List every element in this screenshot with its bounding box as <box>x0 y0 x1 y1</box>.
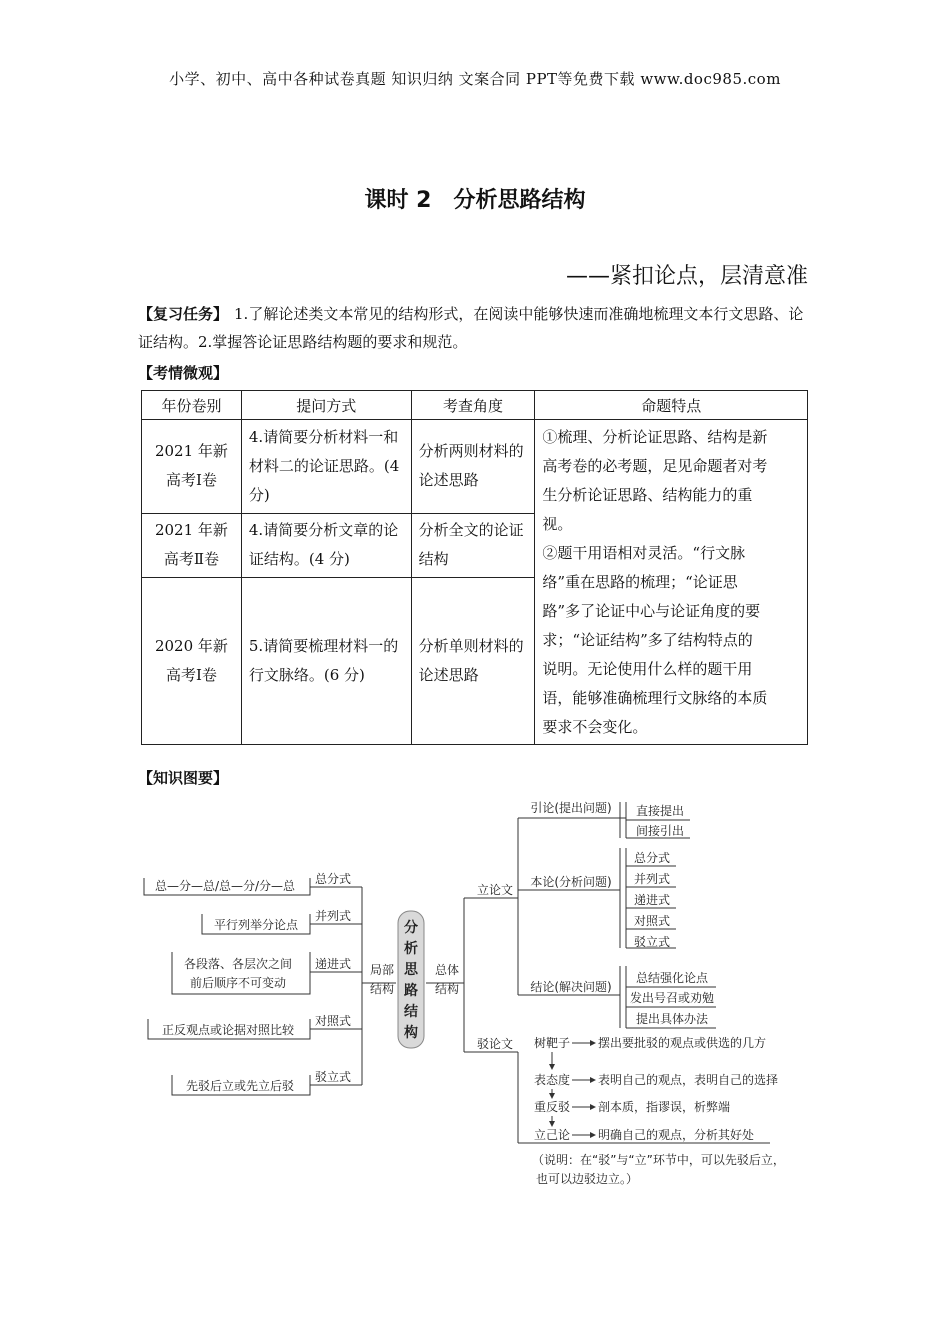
lilun-part: 结论(解决问题) <box>530 980 612 994</box>
left-desc: 总—分—总/总—分/分—总 <box>154 879 296 893</box>
bolun-desc: 摆出要批驳的观点或供选的几方 <box>598 1036 767 1050</box>
center-char: 路 <box>404 983 418 999</box>
bolun-label: 驳论文 <box>476 1037 514 1051</box>
local-label-1: 局部 <box>369 963 395 977</box>
exam-table <box>141 390 808 745</box>
feature-line: 视。 <box>542 515 573 533</box>
overall-label-1: 总体 <box>434 963 460 977</box>
review-task-text: 1.了解论述类文本常见的结构形式，在阅读中能够快速而准确地梳理文本行文思路、论证结构。2.掌握答论证思路结构题的要求和规范。 <box>138 305 804 351</box>
cell-year: 2021 年新高考Ⅰ卷 <box>142 420 242 514</box>
page-subtitle: ——紧扣论点，层清意准 <box>565 264 808 289</box>
bolun-step: 立己论 <box>533 1128 571 1142</box>
lilun-item: 驳立式 <box>633 935 671 949</box>
bolun-desc: 明确自己的观点，分析其好处 <box>598 1128 755 1142</box>
lilun-item: 总分式 <box>633 851 671 865</box>
center-char: 析 <box>404 941 418 957</box>
cell-angle: 分析全文的论证结构 <box>411 513 535 577</box>
cell-question: 5.请简要梳理材料一的行文脉络。(6 分) <box>241 577 411 744</box>
cell-question: 4.请简要分析文章的论证结构。(4 分) <box>241 513 411 577</box>
page-header: 小学、初中、高中各种试卷真题 知识归纳 文案合同 PPT等免费下载 www.doc985.com <box>169 70 781 88</box>
feature-line: 求；“论证结构”多了结构特点的 <box>542 631 753 649</box>
feature-line: 语，能够准确梳理行文脉络的本质 <box>542 689 768 707</box>
feature-line: ②题干用语相对灵活。“行文脉 <box>542 544 746 562</box>
left-desc-line1: 各段落、各层次之间 <box>183 957 293 971</box>
left-desc: 先驳后立或先立后驳 <box>185 1079 295 1093</box>
left-type: 对照式 <box>314 1014 352 1028</box>
cell-features <box>535 420 808 745</box>
left-desc-line2: 前后顺序不可变动 <box>189 976 287 990</box>
note-line-2: 也可以边驳边立。） <box>536 1172 639 1186</box>
center-char: 结 <box>404 1004 418 1020</box>
feature-line: 要求不会变化。 <box>542 718 648 736</box>
note-line-1: （说明：在“驳”与“立”环节中，可以先驳后立， <box>532 1153 785 1167</box>
header-question: 提问方式 <box>241 391 411 420</box>
center-char: 思 <box>404 962 418 978</box>
lilun-part: 本论(分析问题) <box>530 875 612 889</box>
lilun-item: 并列式 <box>633 872 671 886</box>
left-type: 驳立式 <box>314 1070 352 1084</box>
header-features: 命题特点 <box>535 391 808 420</box>
cell-angle: 分析两则材料的论述思路 <box>411 420 535 514</box>
lilun-item: 间接引出 <box>635 824 685 838</box>
knowledge-section-label: 【知识图要】 <box>138 769 229 787</box>
review-task <box>138 300 810 356</box>
cell-angle: 分析单则材料的论述思路 <box>411 577 535 744</box>
center-char: 构 <box>404 1025 418 1041</box>
left-desc: 平行列举分论点 <box>213 918 299 932</box>
cell-year: 2021 年新高考Ⅱ卷 <box>142 513 242 577</box>
table-row <box>142 420 808 514</box>
cell-question: 4.请简要分析材料一和材料二的论证思路。(4 分) <box>241 420 411 514</box>
feature-line: 说明。无论使用什么样的题干用 <box>542 660 753 678</box>
header-year: 年份卷别 <box>142 391 242 420</box>
lilun-item: 递进式 <box>633 893 671 907</box>
center-char: 分 <box>404 920 418 936</box>
lilun-item: 直接提出 <box>635 804 685 818</box>
left-type: 总分式 <box>314 872 352 886</box>
feature-line: 生分析论证思路、结构能力的重 <box>542 486 753 504</box>
left-type: 并列式 <box>314 909 352 923</box>
bolun-step: 表态度 <box>533 1073 571 1087</box>
page-title: 课时 2 分析思路结构 <box>364 188 586 213</box>
table-header-row <box>142 391 808 420</box>
feature-line: ①梳理、分析论证思路、结构是新 <box>542 428 768 446</box>
overall-label-2: 结构 <box>434 982 460 996</box>
feature-line: 络”重在思路的梳理；“论证思 <box>542 573 738 591</box>
lilun-item: 对照式 <box>633 914 671 928</box>
review-task-label: 【复习任务】 <box>138 305 229 323</box>
knowledge-mindmap <box>140 790 820 1190</box>
lilun-part: 引论(提出问题) <box>530 801 612 815</box>
left-type: 递进式 <box>314 957 352 971</box>
bolun-step: 重反驳 <box>533 1100 571 1114</box>
lilun-item: 提出具体办法 <box>635 1012 709 1026</box>
bolun-step: 树靶子 <box>533 1036 571 1050</box>
exam-section-label: 【考情微观】 <box>138 364 229 382</box>
cell-year: 2020 年新高考Ⅰ卷 <box>142 577 242 744</box>
feature-line: 路”多了论证中心与论证角度的要 <box>542 602 761 620</box>
bolun-desc: 剖本质，指谬误，析弊端 <box>598 1100 731 1114</box>
header-angle: 考查角度 <box>411 391 535 420</box>
left-desc: 正反观点或论据对照比较 <box>161 1023 295 1037</box>
lilun-label: 立论文 <box>476 883 514 897</box>
feature-line: 高考卷的必考题，足见命题者对考 <box>542 457 768 475</box>
lilun-item: 发出号召或劝勉 <box>629 991 715 1005</box>
local-label-2: 结构 <box>369 982 395 996</box>
lilun-item: 总结强化论点 <box>635 971 709 985</box>
bolun-desc: 表明自己的观点，表明自己的选择 <box>598 1073 779 1087</box>
